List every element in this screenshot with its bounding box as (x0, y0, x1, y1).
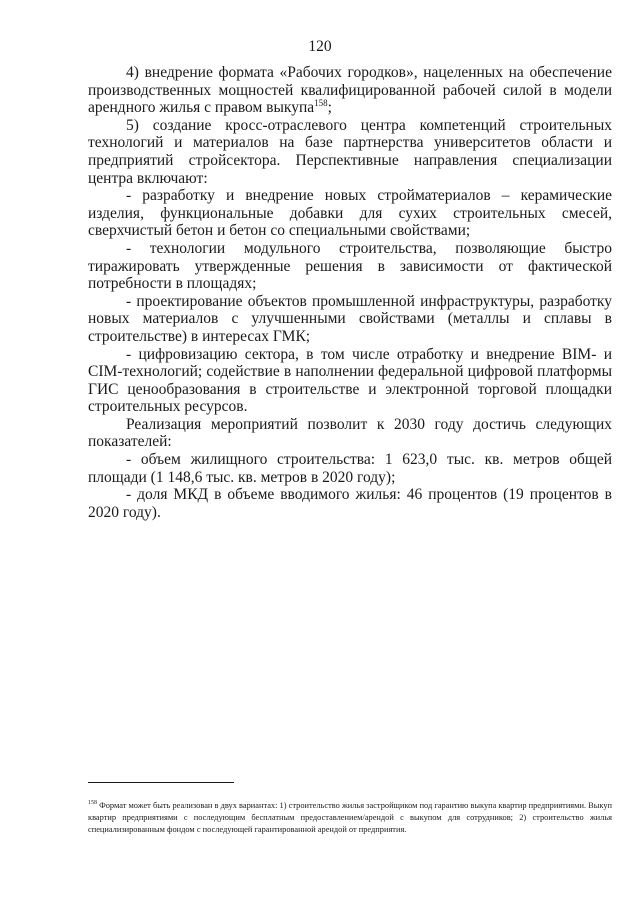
footnote-text: Формат может быть реализован в двух вариантах: 1) строительство жилья застройщиком под гарантию выкупа квартир предприятиями. Выкуп квартир предприятиями с последующим бесплатным предоставлением/арендой с выкупом для сотрудников; 2) строительство жилья специализированным фондом с последующей гарантированной арендой от предприятия. (88, 801, 612, 835)
footnote-reference: 158 (314, 98, 328, 109)
paragraph-competence-center: 5) создание кросс-отраслевого центра компетенций строительных технологий и материалов на базе партнерства университетов области и предприятий стройсектора. Перспективные направления специализации центра включают: (88, 116, 612, 187)
footnote-divider (88, 782, 234, 783)
page-number: 120 (308, 38, 332, 55)
paragraph-targets-intro: Реализация мероприятий позволит к 2030 году достичь следующих показателей: (88, 415, 612, 451)
list-item-new-materials: - разработку и внедрение новых стройматериалов – керамические изделия, функциональные добавки для сухих строительных смесей, сверхчистый бетон и бетон со специальными свойствами; (88, 187, 612, 240)
list-item-industrial-design: - проектирование объектов промышленной инфраструктуры, разработку новых материалов с улучшенными свойствами (металлы и сплавы в строительстве) в интересах ГМК; (88, 292, 612, 345)
paragraph-workers-towns (88, 64, 612, 117)
paragraph-text-end: ; (327, 99, 332, 117)
list-item-digitalization: - цифровизацию сектора, в том числе отработку и внедрение BIM- и CIM-технологий; содействие в наполнении федеральной цифровой платформы ГИС ценообразования в строительстве и электронной торговой площадки строительных ресурсов. (88, 345, 612, 416)
footnote (88, 800, 612, 837)
paragraph-text: 4) внедрение формата «Рабочих городков», нацеленных на обеспечение производственных мощностей квалифицированной рабочей силой в модели арендного жилья с правом выкупа (88, 64, 612, 117)
list-item-apartment-share: - доля МКД в объеме вводимого жилья: 46 процентов (19 процентов в 2020 году). (88, 486, 612, 521)
body-text (88, 64, 612, 521)
list-item-modular-construction: - технологии модульного строительства, позволяющие быстро тиражировать утвержденные решения в зависимости от фактической потребности в площадях; (88, 239, 612, 293)
footnote-marker: 158 (88, 800, 97, 807)
list-item-housing-volume: - объем жилищного строительства: 1 623,0 тыс. кв. метров общей площади (1 148,6 тыс. кв. метров в 2020 году); (88, 451, 612, 486)
